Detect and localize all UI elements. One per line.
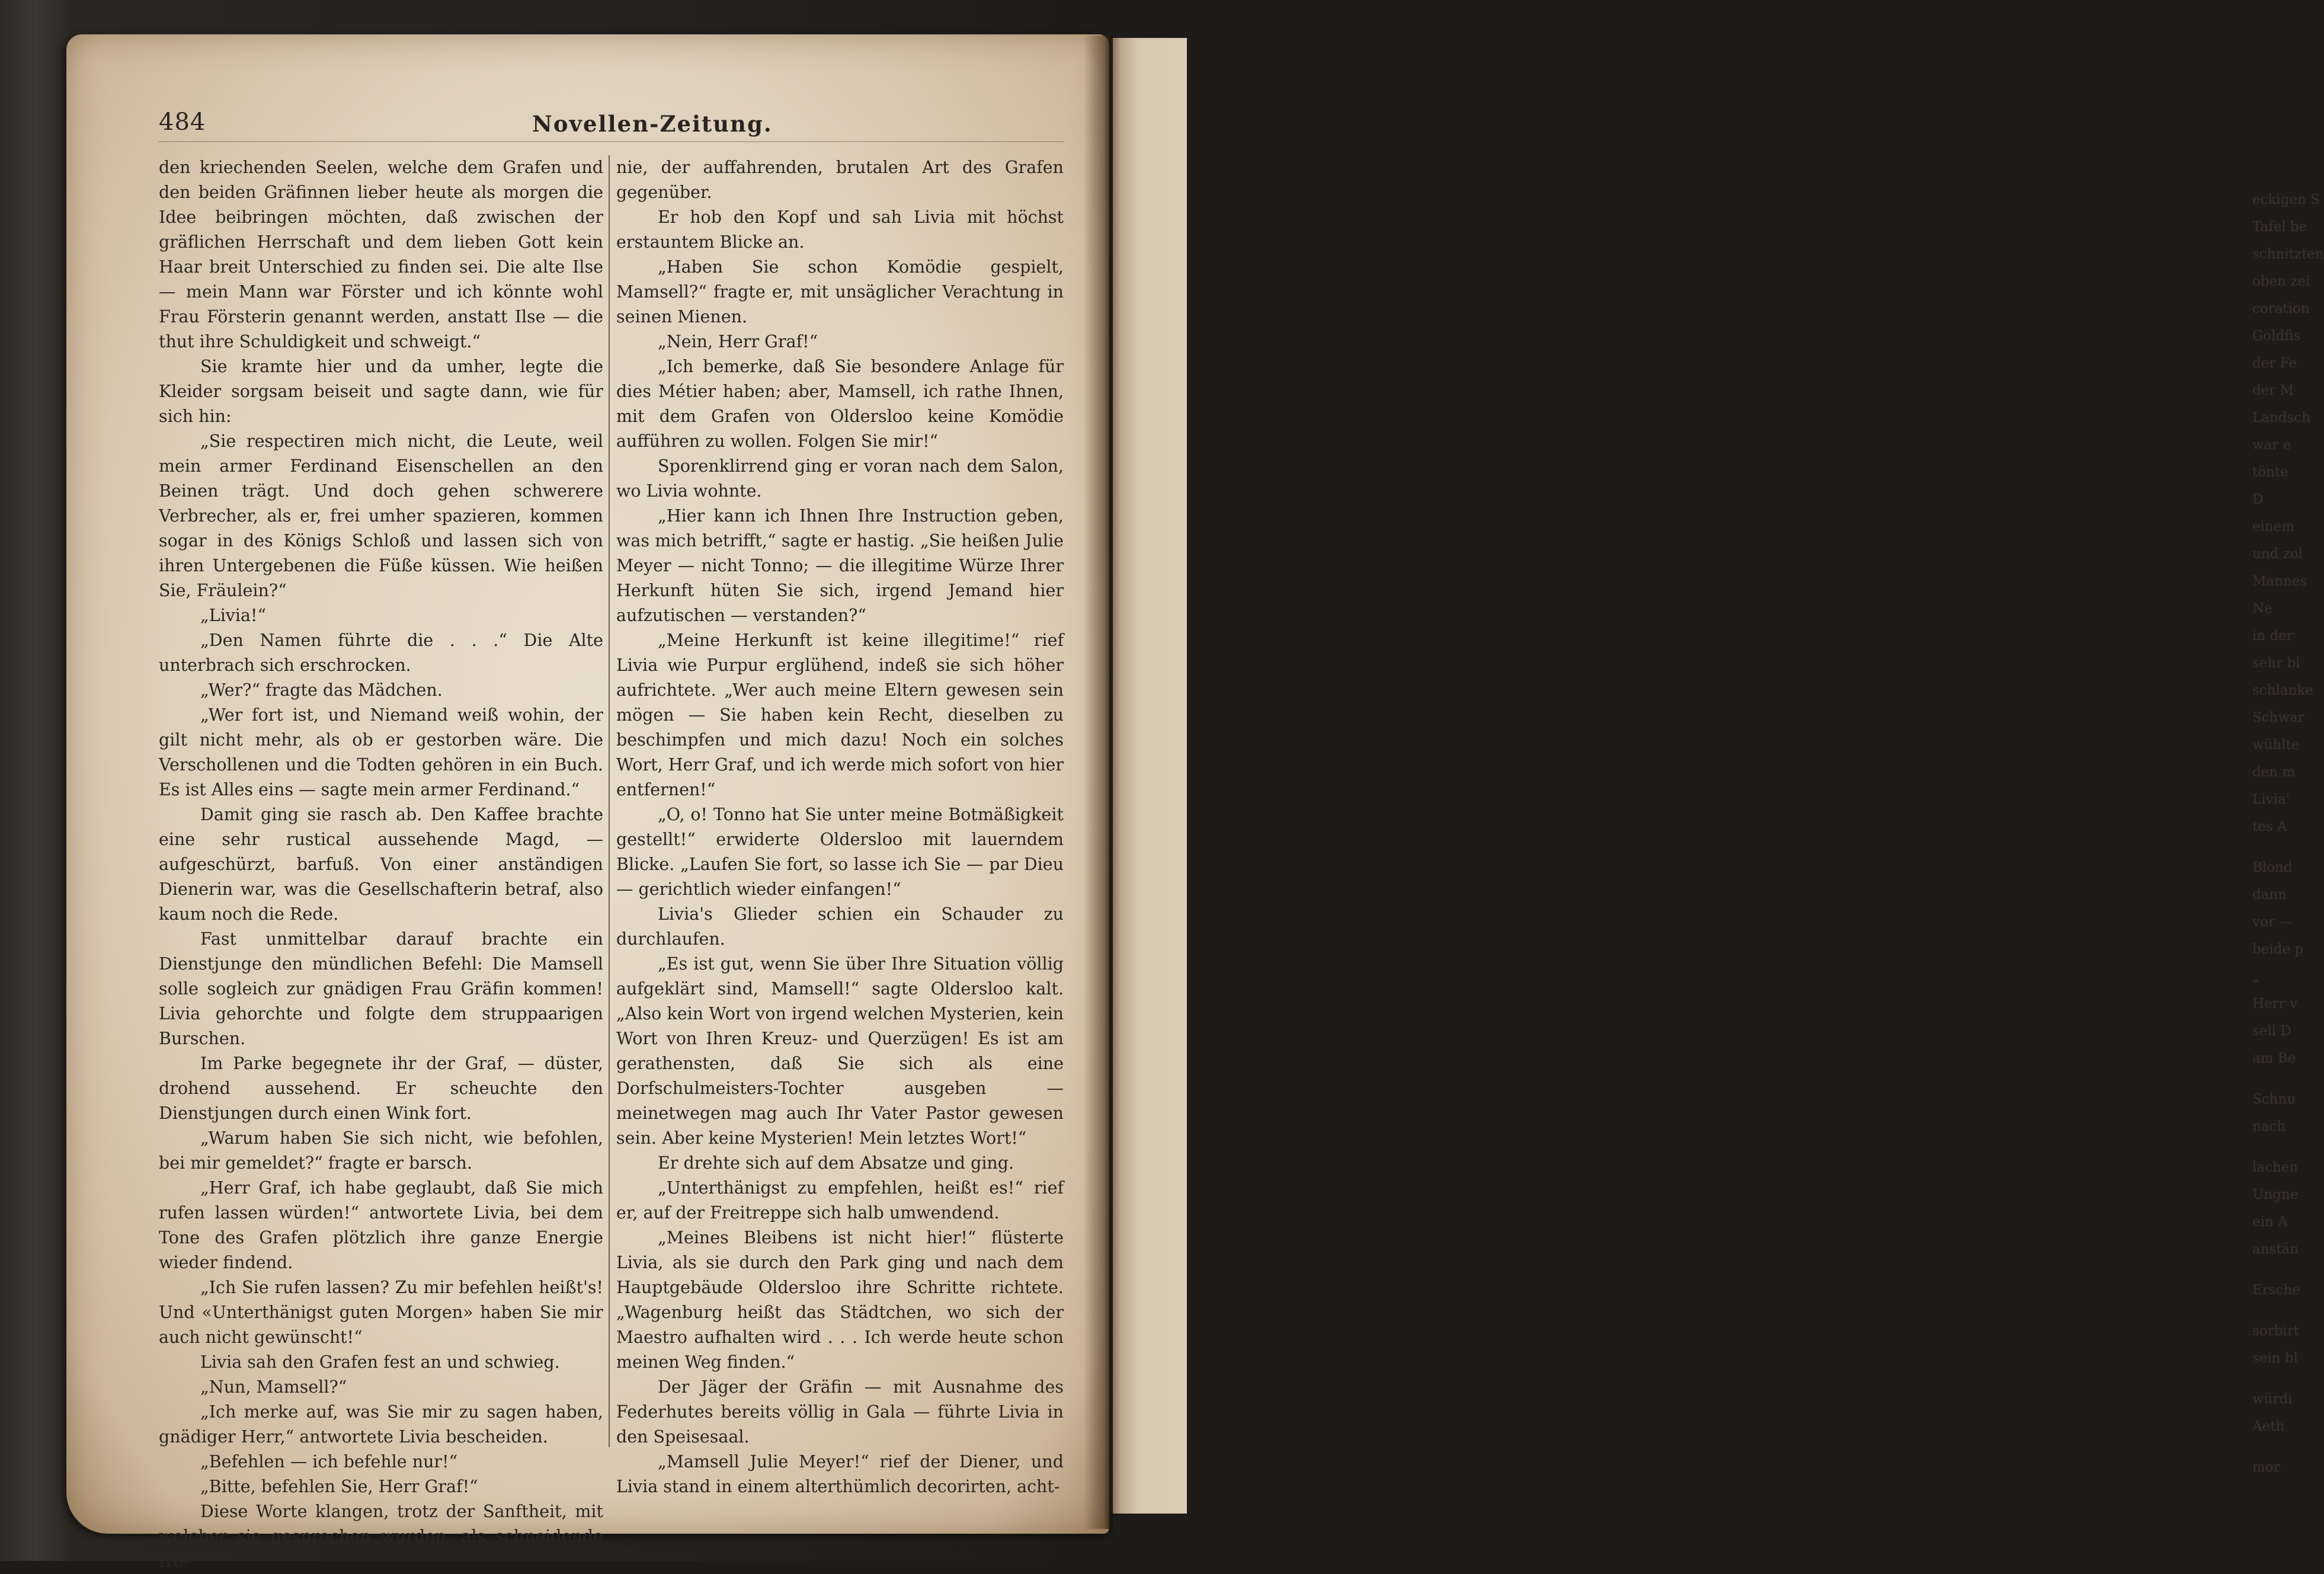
paragraph: nie, der auffahrenden, brutalen Art des Grafen gegenüber. [616,158,1064,202]
facing-page-line: sehr bl [2252,655,2300,671]
facing-page [1109,38,2324,1514]
facing-page-line: würdi [2252,1391,2293,1407]
facing-page-line: Schnu [2252,1092,2296,1107]
facing-page-line: schlanke [2252,683,2313,698]
paragraph: „Haben Sie schon Komödie gespielt, Mamsell?“ fragte er, mit unsäglicher Verachtung in seinen Mienen. [616,257,1064,327]
facing-page-line: Herr v [2252,996,2297,1012]
facing-page-line: oben zei [2252,274,2310,289]
facing-page-line [2252,1263,2296,1277]
paragraph: „Befehlen — ich befehle nur!“ [200,1452,458,1471]
facing-page-line: der Fe [2252,356,2297,371]
facing-page-line: coration [2252,301,2310,316]
paragraph: „Es ist gut, wenn Sie über Ihre Situation völlig aufgeklärt sind, Mamsell!“ sagte Oldersloo kalt. „Also kein Wort von irgend welchen Mysterien, kein Wort von Ihren Kreuz- und Querzügen! Es ist am gerathensten, daß Sie sich als eine Dorfschulmeisters-Tochter ausgeben — meinetwegen mag auch Ihr Vater Pastor gewesen sein. Aber keine Mysterien! Mein letztes Wort!“ [616,954,1064,1148]
facing-page-line: sorbirt [2252,1323,2299,1339]
column-divider [609,155,610,1447]
facing-page-line: beide p [2252,942,2304,957]
facing-page-line: dann [2252,887,2287,903]
paragraph: „Ich bemerke, daß Sie besondere Anlage für dies Métier haben; aber, Mamsell, ich rathe Ihnen, mit dem Grafen von Oldersloo keine Komödie aufführen zu wollen. Folgen Sie mir!“ [616,357,1064,451]
text-column-left [159,155,603,1574]
page-number: 484 [159,108,206,136]
facing-page-line: Goldfis [2252,328,2301,344]
paragraph: Der Jäger der Gräfin — mit Ausnahme des Federhutes bereits völlig in Gala — führte Livia in den Speisesaal. [616,1377,1064,1447]
paragraph: „Nun, Mamsell?“ [200,1377,347,1397]
facing-page-line: mor [2252,1460,2280,1475]
facing-page-line: war e [2252,437,2291,453]
facing-page-line: anstän [2252,1242,2299,1257]
facing-page-line: Livia' [2252,792,2290,807]
paragraph: Sporenklirrend ging er voran nach dem Salon, wo Livia wohnte. [616,456,1064,501]
facing-page-line: tes A [2252,819,2287,834]
paragraph: „Nein, Herr Graf!“ [658,332,818,351]
paragraph: Er drehte sich auf dem Absatze und ging. [658,1153,1014,1173]
paragraph: „O, o! Tonno hat Sie unter meine Botmäßigkeit gestellt!“ erwiderte Oldersloo mit lauerndem Blicke. „Laufen Sie fort, so lasse ich Sie — par Dieu — gerichtlich wieder einfangen!“ [616,805,1064,899]
facing-page-line: den m [2252,764,2296,780]
paragraph: „Meines Bleibens ist nicht hier!“ flüsterte Livia, als sie durch den Park ging und nach dem Hauptgebäude Oldersloo ihre Schritte richtete. „Wagenburg heißt das Städtchen, wo sich der Maestro aufhalten wird . . . Ich werde heute schon meinen Weg finden.“ [616,1228,1064,1372]
facing-page-line [2252,1440,2296,1454]
paragraph: Livia's Glieder schien ein Schauder zu durchlaufen. [616,904,1064,949]
paragraph: Sie kramte hier und da umher, legte die Kleider sorgsam beiseit und sagte dann, wie für sich hin: [159,357,603,426]
facing-page-text [2252,186,2324,1481]
facing-page-line: tönte [2252,465,2288,480]
facing-page-line: Mannes [2252,574,2307,589]
running-head: Novellen-Zeitung. [532,111,773,137]
paragraph: „Ich Sie rufen lassen? Zu mir befehlen heißt's! Und «Unterthänigst guten Morgen» haben Sie mir auch nicht gewünscht!“ [159,1278,603,1347]
facing-page-line: sein bl [2252,1351,2298,1366]
paragraph: „Wer fort ist, und Niemand weiß wohin, der gilt nicht mehr, als ob er gestorben wäre. Die Verschollenen und die Todten gehören in ein Buch. Es ist Alles eins — sagte mein armer Ferdinand.“ [159,705,603,799]
paragraph: „Herr Graf, ich habe geglaubt, daß Sie mich rufen lassen würden!“ antwortete Livia, bei dem Tone des Grafen plötzlich ihre ganze Energie wieder findend. [159,1178,603,1272]
page-gutter [1083,36,1113,1529]
paragraph: „Hier kann ich Ihnen Ihre Instruction geben, was mich betrifft,“ sagte er hastig. „Sie heißen Julie Meyer — nicht Tonno; — die illegitime Würze Ihrer Herkunft hüten Sie sich, irgend Jemand hier aufzutischen — verstanden?“ [616,506,1064,625]
paragraph: Livia sah den Grafen fest an und schwieg. [200,1352,560,1372]
paragraph: „Livia!“ [200,606,267,625]
facing-page-line [2252,1140,2296,1154]
paragraph: „Wer?“ fragte das Mädchen. [200,680,443,700]
facing-page-line [2252,840,2296,854]
facing-page-line: in der [2252,628,2293,644]
facing-page-line: eckigen S [2252,192,2320,207]
facing-page-line: Ersche [2252,1282,2300,1298]
text-column-right [616,155,1064,1499]
paragraph: Diese Worte klangen, trotz der Sanftheit, mit welcher sie gesprochen wurden, als schneidende Iro- [159,1502,603,1571]
facing-page-line: einem [2252,519,2295,535]
paragraph: Fast unmittelbar darauf brachte ein Dienstjunge den mündlichen Befehl: Die Mamsell solle sogleich zur gnädigen Frau Gräfin kommen! Livia gehorchte und folgte dem struppaarigen Burschen. [159,929,603,1048]
paragraph: „Ich merke auf, was Sie mir zu sagen haben, gnädiger Herr,“ antwortete Livia bescheiden. [159,1402,603,1447]
paragraph: Damit ging sie rasch ab. Den Kaffee brachte eine sehr rustical aussehende Magd, — aufgeschürzt, barfuß. Von einer anständigen Dienerin war, was die Gesellschafterin betraf, also kaum noch die Rede. [159,805,603,924]
facing-page-line [2252,1304,2296,1317]
paragraph: „Mamsell Julie Meyer!“ rief der Diener, und Livia stand in einem alterthümlich decorirten, acht- [616,1452,1064,1496]
facing-page-line: Ne [2252,601,2272,616]
paragraph: „Warum haben Sie sich nicht, wie befohlen, bei mir gemeldet?“ fragte er barsch. [159,1128,603,1173]
facing-page-line: und zol [2252,546,2303,562]
facing-page-line: lachen [2252,1160,2299,1175]
facing-page-line: Blond [2252,860,2293,875]
facing-page-line: nach [2252,1119,2286,1134]
header-rule [159,141,1064,142]
paragraph: „Unterthänigst zu empfehlen, heißt es!“ rief er, auf der Freitreppe sich halb umwendend. [616,1178,1064,1223]
paragraph: Im Parke begegnete ihr der Graf, — düster, drohend aussehend. Er scheuchte den Dienstjungen durch einen Wink fort. [159,1054,603,1123]
facing-page-line: wühlte [2252,737,2300,753]
facing-page-line: ein A [2252,1214,2288,1230]
paragraph: „Den Namen führte die . . .“ Die Alte unterbrach sich erschrocken. [159,631,603,675]
paragraph: den kriechenden Seelen, welche dem Grafen und den beiden Gräfinnen lieber heute als morgen die Idee beibringen möchten, daß zwischen der gräflichen Herrschaft und dem lieben Gott kein Haar breit Unterschied zu finden sei. Die alte Ilse — mein Mann war Förster und ich könnte wohl Frau Försterin genannt werden, anstatt Ilse — die thut ihre Schuldigkeit und schweigt.“ [159,158,603,351]
facing-page-line: sell D [2252,1023,2291,1039]
paragraph: „Sie respectiren mich nicht, die Leute, weil mein armer Ferdinand Eisenschellen an den Beinen trägt. Und doch gehen schwerere Verbrecher, als er, frei umher spazieren, kommen sogar in des Königs Schloß und lassen sich von ihren Untergebenen die Füße küssen. Wie heißen Sie, Fräulein?“ [159,431,603,600]
paragraph: „Meine Herkunft ist keine illegitime!“ rief Livia wie Purpur erglühend, indeß sie sich höher aufrichtete. „Wer auch meine Eltern gewesen sein mögen — Sie haben kein Recht, dieselben zu beschimpfen und mich dazu! Noch ein solches Wort, Herr Graf, und ich werde mich sofort von hier entfernen!“ [616,631,1064,799]
facing-page-line: vor — [2252,914,2293,930]
facing-page-line: der M [2252,383,2294,398]
facing-page-line: D [2252,492,2264,507]
facing-page-line [2252,1072,2296,1086]
paragraph: „Bitte, befehlen Sie, Herr Graf!“ [200,1477,478,1496]
facing-page-line: Tafel be [2252,219,2307,235]
facing-page-line: Ungne [2252,1187,2299,1202]
facing-page-line: am Be [2252,1051,2296,1066]
facing-page-line: Landsch [2252,410,2311,426]
paragraph: Er hob den Kopf und sah Livia mit höchst erstauntem Blicke an. [616,207,1064,252]
facing-page-line: Schwar [2252,710,2304,725]
facing-page-line [2252,1372,2296,1386]
facing-page-line: „ [2252,969,2259,984]
facing-page-line: schnitzten [2252,247,2324,262]
facing-page-line: Aeth [2252,1419,2285,1434]
